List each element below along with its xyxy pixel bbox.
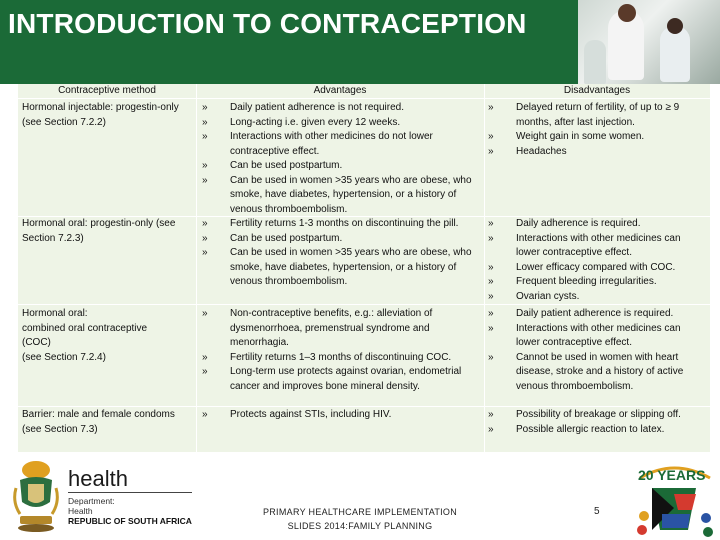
list-item: » Can be used postpartum. [202, 232, 343, 244]
list-item: » Fertility returns 1-3 months on discontinuing the pill. [202, 218, 459, 229]
list-item: » Daily patient adherence is required. [488, 308, 674, 319]
list-item: » Possibility of breakage or slipping off. [488, 409, 681, 420]
page-title: INTRODUCTION TO CONTRACEPTION [8, 8, 527, 39]
footer-caption: PRIMARY HEALTHCARE IMPLEMENTATION SLIDES 2014:FAMILY PLANNING [262, 507, 458, 531]
row-divider [18, 304, 710, 305]
list-item: » Cannot be used in women with heart disease, stroke and a history of active venous thromboembolism. [488, 351, 684, 392]
list-item: » Interactions with other medicines do not lower contraceptive effect. [202, 131, 433, 157]
list-item: » Long-term use protects against ovarian, endometrial cancer and improves bone mineral density. [202, 366, 462, 392]
method-coc: Hormonal oral: combined oral contraceptive (COC) (see Section 7.2.4) [22, 308, 148, 363]
method-progestin-oral: Hormonal oral: progestin-only (see Section 7.2.3) [22, 218, 176, 244]
row-divider [18, 406, 710, 407]
disadvantages-list [488, 217, 704, 304]
twenty-years-badge-icon [632, 458, 716, 538]
advantages-list [202, 217, 478, 290]
brand-name: health [68, 466, 128, 491]
disadvantages-list [488, 307, 704, 394]
column-header-disadvantages: Disadvantages [563, 85, 631, 96]
list-item: » Frequent bleeding irregularities. [488, 276, 657, 287]
department-name: Department: Health REPUBLIC OF SOUTH AFRICA [68, 496, 192, 526]
list-item: » Can be used in women >35 years who are obese, who smoke, have diabetes, hypertension, or a history of venous thromboembolism. [202, 247, 472, 287]
list-item: » Protects against STIs, including HIV. [202, 409, 392, 420]
list-item: » Interactions with other medicines can lower contraceptive effect. [488, 322, 681, 348]
list-item: » Possible allergic reaction to latex. [488, 423, 665, 435]
page-number: 5 [594, 506, 600, 517]
row-divider [18, 98, 710, 99]
list-item: » Ovarian cysts. [488, 290, 580, 302]
advantages-list [202, 307, 478, 394]
disadvantages-list [488, 408, 704, 437]
column-header-method: Contraceptive method [58, 85, 156, 96]
list-item: » Non-contraceptive benefits, e.g.: alleviation of dysmenorrhoea, premenstrual syndrome and menorrhagia. [202, 308, 433, 348]
disadvantages-list [488, 101, 704, 159]
method-condoms: Barrier: male and female condoms (see Section 7.3) [22, 409, 175, 435]
list-item: » Fertility returns 1–3 months of discontinuing COC. [202, 351, 452, 363]
list-item: » Can be used in women >35 years who are obese, who smoke, have diabetes, hypertension, or a history of venous thromboembolism. [202, 174, 472, 215]
list-item: » Daily adherence is required. [488, 218, 641, 229]
coat-of-arms-icon [10, 458, 62, 534]
column-header-advantages: Advantages [313, 85, 367, 96]
list-item: » Headaches [488, 145, 567, 157]
method-injectable: Hormonal injectable: progestin-only (see Section 7.2.2) [22, 102, 179, 128]
column-divider [484, 84, 485, 452]
list-item: » Lower efficacy compared with COC. [488, 261, 676, 273]
badge-text: 20 YEARS [638, 467, 706, 483]
advantages-list [202, 101, 478, 217]
list-item: » Delayed return of fertility, of up to ≥ 9 months, after last injection. [488, 102, 680, 128]
header-photo [578, 0, 720, 84]
list-item: » Weight gain in some women. [488, 131, 645, 142]
advantages-list [202, 408, 478, 423]
list-item: » Long-acting i.e. given every 12 weeks. [202, 116, 401, 128]
list-item: » Can be used postpartum. [202, 160, 343, 171]
list-item: » Interactions with other medicines can lower contraceptive effect. [488, 232, 681, 258]
list-item: » Daily patient adherence is not required. [202, 102, 404, 113]
divider [68, 492, 192, 493]
column-divider [196, 84, 197, 452]
